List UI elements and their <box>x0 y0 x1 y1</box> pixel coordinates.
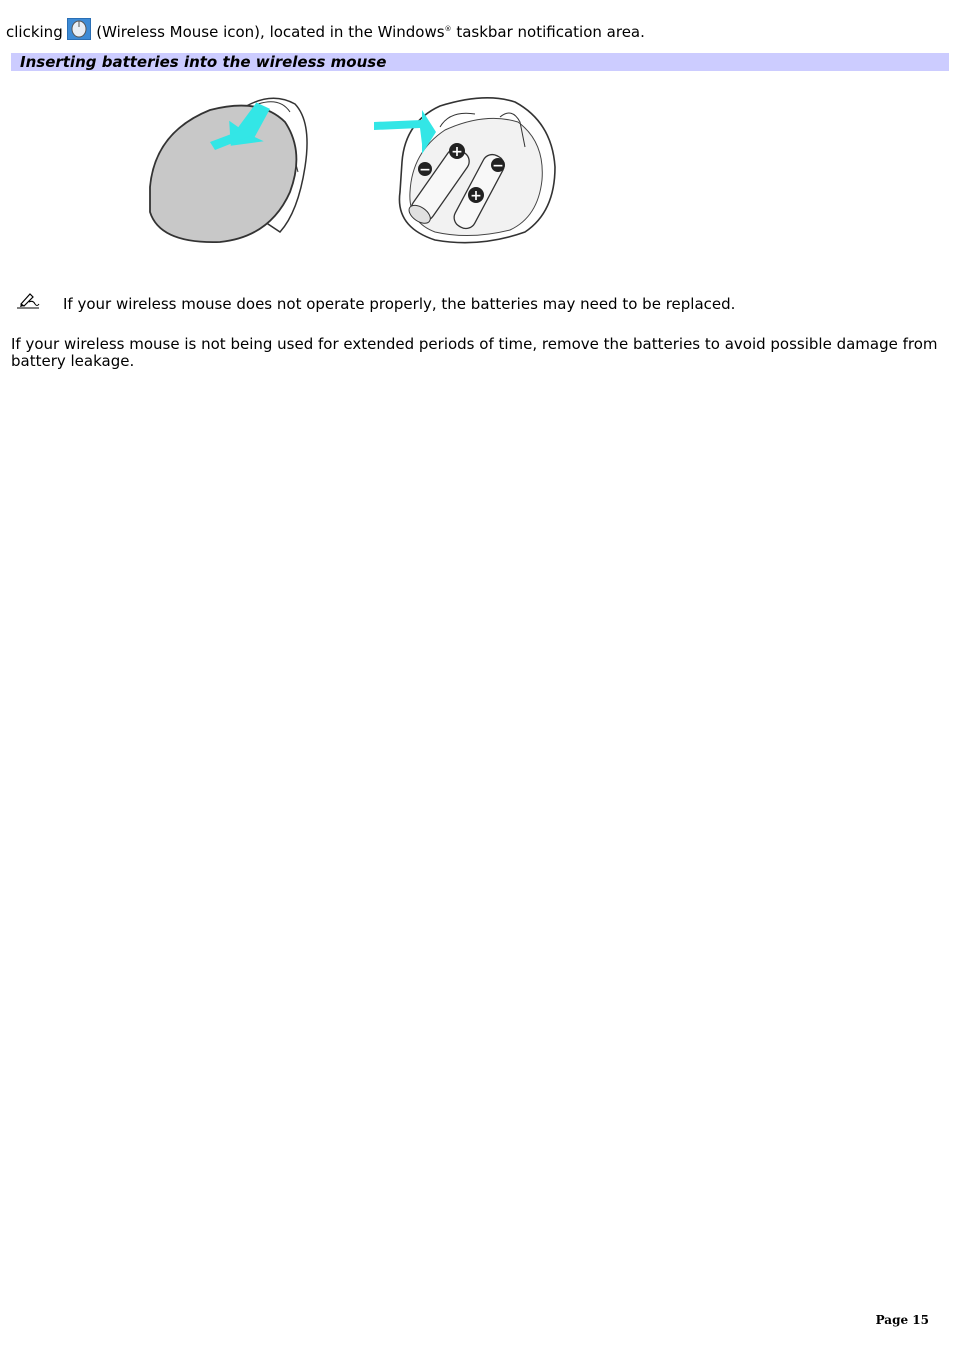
intro-suffix: (Wireless Mouse icon), located in the Windows <box>96 23 445 41</box>
minus-symbol: − <box>419 162 431 178</box>
intro-prefix: clicking <box>6 23 68 41</box>
mouse-cover-drawing <box>150 98 307 242</box>
mouse-battery-insertion-illustration <box>140 92 570 248</box>
registered-mark: ® <box>444 25 452 33</box>
page-number: Page 15 <box>875 1313 929 1327</box>
section-heading: Inserting batteries into the wireless mouse <box>20 53 387 71</box>
plus-symbol-2: + <box>470 188 482 204</box>
section-heading-bar <box>11 53 949 71</box>
plus-symbol: + <box>451 144 463 160</box>
intro-end: taskbar notification area. <box>451 23 645 41</box>
wireless-mouse-tray-icon <box>67 18 91 40</box>
intro-line <box>6 18 645 42</box>
note-text: If your wireless mouse does not operate properly, the batteries may need to be replaced. <box>63 295 736 313</box>
minus-symbol-2: − <box>492 158 504 174</box>
battery-leakage-paragraph: If your wireless mouse is not being used for extended periods of time, remove the batteries to avoid possible damage from battery leakage. <box>11 335 938 370</box>
note-pencil-icon <box>15 290 41 312</box>
